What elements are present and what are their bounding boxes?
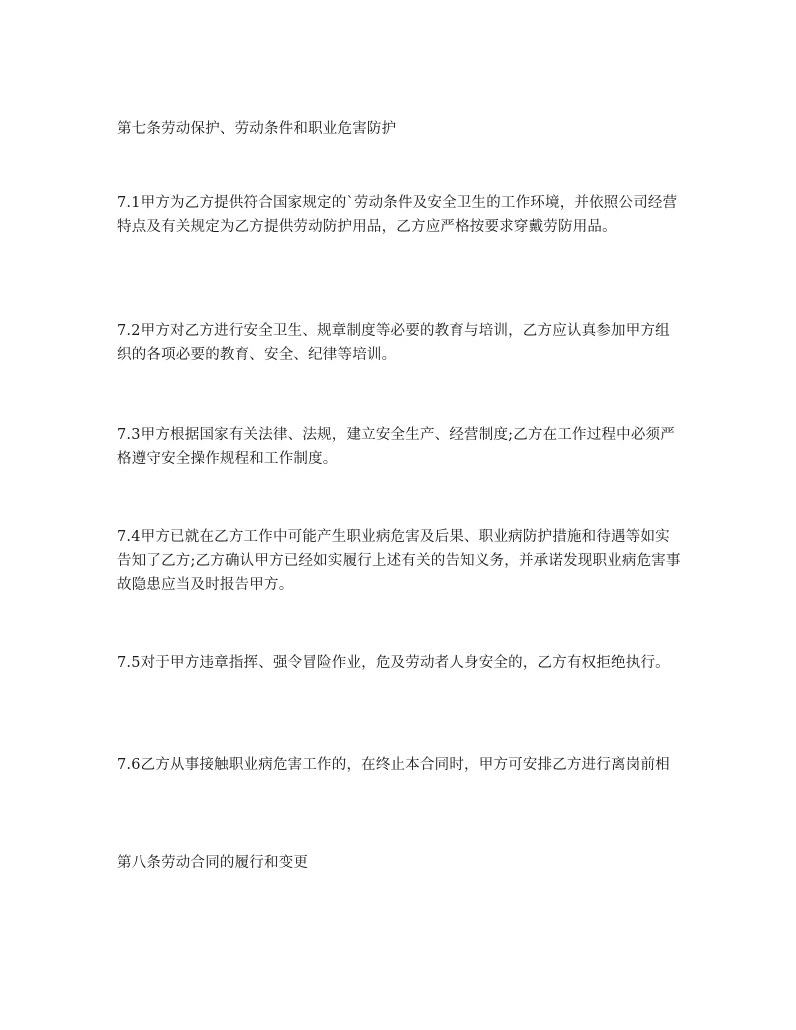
clause-7-3: 7.3甲方根据国家有关法律、法规，建立安全生产、经营制度;乙方在工作过程中必须严格遵守安全操作规程和工作制度。 [117, 427, 675, 467]
clause-7-4: 7.4甲方已就在乙方工作中可能产生职业病危害及后果、职业病防护措施和待遇等如实告知了乙方;乙方确认甲方已经如实履行上述有关的告知义务，并承诺发现职业病危害事故隐患应当及时报告甲方。 [117, 529, 681, 593]
clause-7-6: 7.6乙方从事接触职业病危害工作的，在终止本合同时，甲方可安排乙方进行离岗前相 [117, 757, 670, 773]
clause-7-5: 7.5对于甲方违章指挥、强令冒险作业，危及劳动者人身安全的，乙方有权拒绝执行。 [117, 655, 670, 671]
section-heading-7: 第七条劳动保护、劳动条件和职业危害防护 [117, 121, 397, 137]
section-heading-8: 第八条劳动合同的履行和变更 [117, 855, 309, 871]
clause-7-2: 7.2甲方对乙方进行安全卫生、规章制度等必要的教育与培训，乙方应认真参加甲方组织的各项必要的教育、安全、纪律等培训。 [117, 323, 670, 363]
clause-7-1: 7.1甲方为乙方提供符合国家规定的`劳动条件及安全卫生的工作环境，并依照公司经营特点及有关规定为乙方提供劳动防护用品，乙方应严格按要求穿戴劳防用品。 [117, 195, 678, 235]
